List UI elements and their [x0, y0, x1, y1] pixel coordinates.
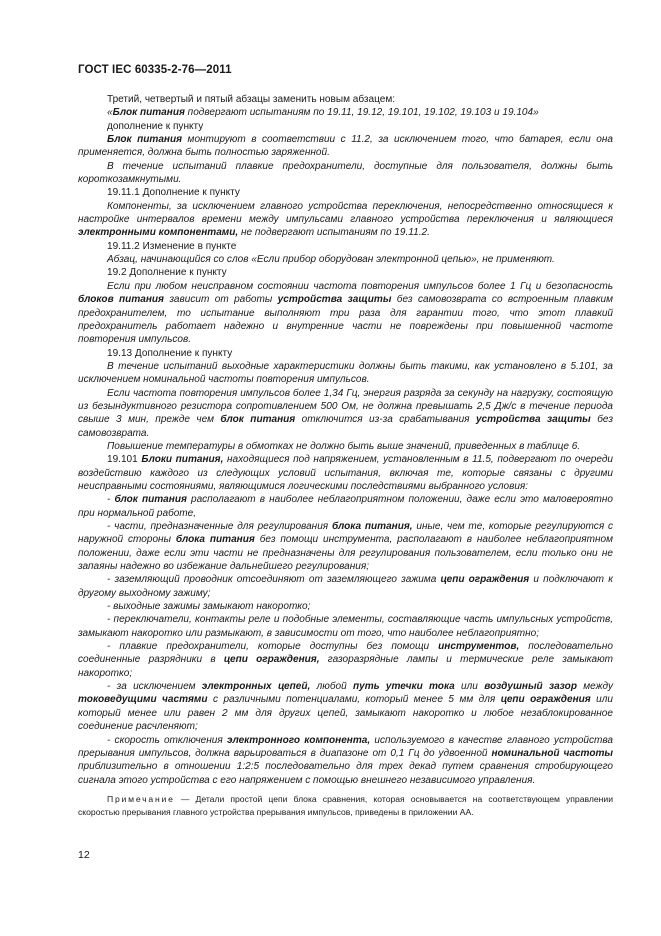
text-run: Повышение температуры в обмотках не должно быть выше значений, приведенных в таблице 6.	[107, 440, 581, 452]
defined-term: блока питания,	[331, 521, 413, 532]
text-run: Абзац, начинающийся со слов «Если прибор оборудован электронной цепью», не применяют.	[107, 254, 555, 266]
paragraph	[78, 493, 613, 520]
defined-term: инструментов,	[438, 641, 520, 653]
paragraph	[78, 106, 613, 119]
text-run: зависит от работы	[163, 294, 278, 306]
paragraph	[78, 120, 613, 133]
paragraph	[78, 93, 613, 106]
text-run: 19.11.2 Изменение в пункте	[107, 240, 237, 252]
text-run: - заземляющий проводник отсоединяют от заземляющего зажима	[107, 574, 441, 586]
text-run: без самовозврата со встроенным плавким предохранителем, то испытание выполняют три раза для гарантии того, что этот плавкий предохранитель работает надежно и внутренние части не повреждены при повышенной частоте повторения импульсов.	[78, 294, 613, 346]
defined-term: токоведущими частями	[78, 694, 208, 706]
paragraph	[78, 186, 613, 199]
text-run: без самовозврата.	[78, 414, 613, 439]
page-number: 12	[78, 849, 90, 861]
text-run: - за исключением	[107, 681, 202, 693]
paragraph	[78, 640, 613, 680]
text-run: 19.101	[107, 454, 142, 466]
note-text: — Детали простой цепи блока сравнения, которая основывается на соответствующем управлении скоростью прерывания главного устройства прерывания импульсов, приведены в приложении АА.	[78, 793, 613, 817]
text-run: иные, чем те, которые регулируются с наружной стороны	[78, 521, 613, 546]
paragraph	[78, 613, 613, 640]
text-run: 19.11.1 Дополнение к пункту	[107, 187, 240, 199]
defined-term: номинальной частоты	[491, 747, 613, 759]
defined-term: электронными компонентами,	[78, 227, 239, 239]
text-run: любой	[310, 681, 353, 693]
text-run: - выходные зажимы замыкают накоротко;	[107, 601, 311, 613]
defined-term: цепи ограждения	[440, 574, 530, 586]
text-run: Если при любом неисправном состоянии частота повторения импульсов более 1 Гц и безопасность	[107, 280, 613, 292]
body-text	[78, 93, 613, 819]
paragraph	[78, 133, 613, 160]
text-run: подвергают испытаниям по 19.11, 19.12, 19.101, 19.102, 19.103 и 19.104»	[184, 107, 539, 119]
paragraph	[78, 734, 613, 787]
defined-term: цепи ограждения	[500, 694, 591, 706]
text-run: последовательно соединенные разрядники в	[78, 641, 613, 666]
text-run: газоразрядные лампы и термические реле замыкают накоротко;	[78, 654, 613, 679]
paragraph	[78, 440, 613, 453]
text-run: используемого в качестве главного устройства прерывания импульсов, должна варьироваться в диапазоне от 0,1 Гц до удвоенной	[78, 734, 613, 759]
defined-term: блок питания	[220, 414, 296, 426]
text-run: с различными потенциалами, который менее 5 мм для	[207, 694, 501, 706]
text-run: - плавкие предохранители, которые доступны без помощи	[107, 641, 439, 653]
note	[78, 793, 613, 819]
text-run: Компоненты, за исключением главного устройства переключения, непосредственно относящиеся к настройке интервалов времени между импульсами главного устройства переключения и являющиеся	[78, 200, 613, 226]
paragraph	[78, 520, 613, 573]
text-run: между	[576, 681, 613, 693]
text-run: не подвергают испытаниям по 19.11.2.	[238, 227, 430, 239]
text-run: располагают в наиболее неблагоприятном положении, даже если это маловероятно при нормальной работе,	[78, 494, 613, 519]
text-run: приблизительно в отношении 1:2:5 последовательно для трех декад путем сравнения стробирующего сигнала этого устройства с его напряжением с помощью внешнего независимого управления.	[78, 761, 613, 786]
text-run: Третий, четвертый и пятый абзацы заменить новым абзацем:	[107, 94, 396, 105]
text-run: 19.2 Дополнение к пункту	[107, 267, 227, 279]
text-run: В течение испытаний выходные характеристики должны быть такими, как установлено в 5.101, за исключением номинальной частоты повторения импульсов.	[78, 360, 613, 386]
defined-term: устройства защиты	[475, 414, 591, 426]
defined-term: устройства защиты	[277, 294, 392, 306]
text-run: В течение испытаний плавкие предохранители, доступные для пользователя, должны быть короткозамкнутыми.	[78, 160, 613, 186]
defined-term: воздушный зазор	[484, 681, 577, 693]
page-header: ГОСТ IEC 60335-2-76—2011	[78, 64, 232, 76]
text-run: отключится из-за срабатывания	[295, 414, 476, 426]
defined-term: цепи ограждения,	[223, 654, 320, 666]
text-run: - части, предназначенные для регулирования	[107, 521, 332, 532]
defined-term: электронных цепей,	[201, 681, 311, 693]
paragraph	[78, 347, 613, 360]
paragraph	[78, 280, 613, 347]
paragraph	[78, 240, 613, 253]
defined-term: путь утечки тока	[352, 681, 455, 693]
defined-term: блоков питания	[78, 294, 164, 306]
paragraph	[78, 266, 613, 279]
defined-term: электронного компонента,	[226, 734, 371, 746]
text-run: - скорость отключения	[107, 734, 227, 746]
defined-term: блок питания	[114, 494, 187, 506]
text-run: или	[454, 681, 485, 693]
defined-term: Блок питания	[107, 134, 183, 146]
text-run: - переключатели, контакты реле и подобные элементы, составляющие часть импульсных устройств, замыкают накоротко или размыкают, в зависимости от того, что наиболее неблагоприятно;	[78, 614, 613, 639]
paragraph	[78, 453, 613, 493]
note-label: Примечание	[107, 793, 175, 804]
paragraph	[78, 600, 613, 613]
text-run: дополнение к пункту	[107, 120, 204, 132]
defined-term: Блоки питания,	[141, 454, 224, 466]
text-run: 19.13 Дополнение к пункту	[107, 347, 233, 359]
text-run: «	[107, 107, 113, 119]
text-run: монтируют в соответствии с 11.2, за исключением того, что батарея, если она применяется, должна быть полностью заряженной.	[78, 134, 613, 159]
defined-term: блока питания	[175, 534, 255, 546]
paragraph	[78, 160, 613, 187]
paragraph	[78, 680, 613, 733]
text-run: находящиеся под напряжением, установленным в 11.5, подвергают по очереди воздействию каждого из следующих условий испытания, включая те, которые связаны с другими неисправными состояниями, являющимися логическими последствиями выбранного условия:	[78, 454, 613, 492]
text-run: и подключают к другому выходному зажиму;	[78, 574, 613, 599]
paragraph	[78, 253, 613, 266]
paragraph	[78, 200, 613, 240]
paragraph	[78, 360, 613, 387]
text-run: -	[107, 494, 115, 506]
defined-term: Блок питания	[112, 107, 185, 119]
text-run: или который менее или равен 2 мм для других цепей, замыкают накоротко и любое незаблокированное соединение расчленяют;	[78, 694, 613, 733]
paragraph	[78, 573, 613, 600]
paragraph	[78, 387, 613, 440]
text-run: без помощи инструмента, располагают в наиболее неблагоприятном положении, даже если эти части не предназначены для регулирования пользователем, если только они не запаяны надежно во избежание дальнейшего регулирования;	[78, 534, 614, 573]
text-run: Если частота повторения импульсов более 1,34 Гц, энергия разряда за секунду на нагрузку, состоящую из безындуктивного резистора сопротивлением 500 Ом, не должна превышать 2,5 Дж/с в течение периода свыше 3 мин, прежде чем	[78, 387, 613, 426]
